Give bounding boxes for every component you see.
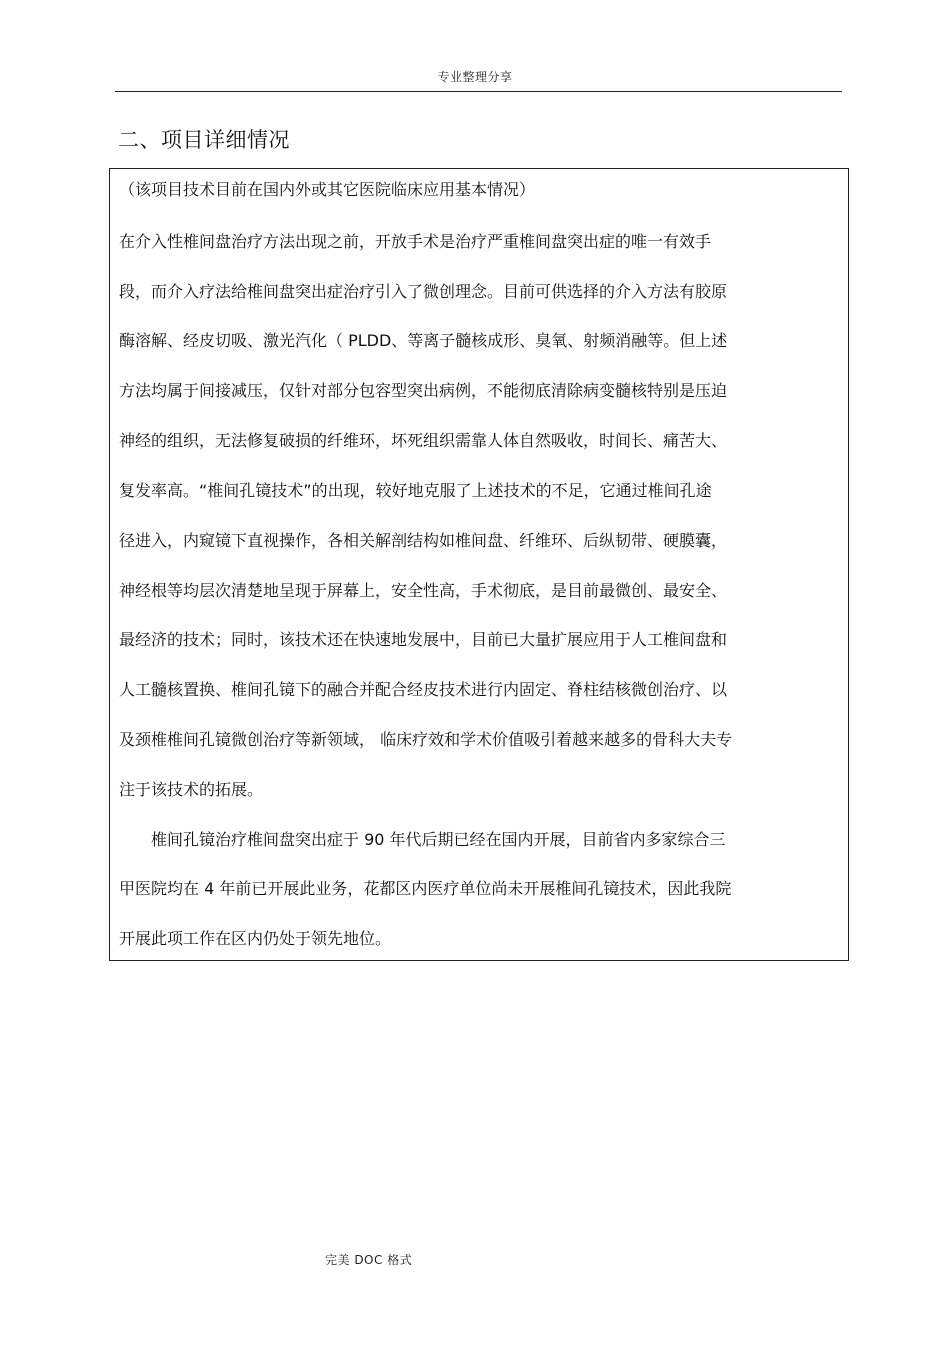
text-line: （该项目技术目前在国内外或其它医院临床应用基本情况） — [119, 180, 536, 199]
text-line: 神经根等均层次清楚地呈现于屏幕上，安全性高，手术彻底，是目前最微创、最安全、 — [119, 581, 728, 600]
text-line: 段，而介入疗法给椎间盘突出症治疗引入了微创理念。目前可供选择的介入方法有胶原 — [119, 282, 728, 301]
header-rule — [115, 91, 842, 92]
text-line: 甲医院均在 4 年前已开展此业务，花都区内医疗单位尚未开展椎间孔镜技术，因此我院 — [119, 879, 732, 898]
section-title: 二、项目详细情况 — [118, 128, 290, 152]
text-line: 及颈椎椎间孔镜微创治疗等新领域， 临床疗效和学术价值吸引着越来越多的骨科大夫专 — [119, 730, 733, 749]
text-line: 在介入性椎间盘治疗方法出现之前，开放手术是治疗严重椎间盘突出症的唯一有效手 — [119, 232, 712, 251]
text-line: 复发率高。“椎间孔镜技术”的出现，较好地克服了上述技术的不足，它通过椎间孔途 — [119, 481, 712, 500]
text-line: 方法均属于间接减压，仅针对部分包容型突出病例，不能彻底清除病变髓核特别是压迫 — [119, 381, 728, 400]
text-line: 径进入，内窥镜下直视操作，各相关解剖结构如椎间盘、纤维环、后纵韧带、硬膜囊， — [119, 531, 728, 550]
text-line: 椎间孔镜治疗椎间盘突出症于 90 年代后期已经在国内开展，目前省内多家综合三 — [119, 830, 726, 849]
page-header: 专业整理分享 — [437, 70, 513, 84]
text-line: 最经济的技术；同时，该技术还在快速地发展中，目前已大量扩展应用于人工椎间盘和 — [119, 630, 728, 649]
content-box — [109, 168, 849, 961]
page-footer: 完美 DOC 格式 — [325, 1253, 413, 1267]
text-line: 开展此项工作在区内仍处于领先地位。 — [119, 929, 392, 948]
text-line: 注于该技术的拓展。 — [119, 780, 264, 799]
text-line: 神经的组织，无法修复破损的纤维环，坏死组织需靠人体自然吸收，时间长、痛苦大、 — [119, 431, 728, 450]
text-line: 酶溶解、经皮切吸、激光汽化（ PLDD、等离子髓核成形、臭氧、射频消融等。但上述 — [119, 331, 728, 350]
text-line: 人工髓核置换、椎间孔镜下的融合并配合经皮技术进行内固定、脊柱结核微创治疗、以 — [119, 680, 728, 699]
